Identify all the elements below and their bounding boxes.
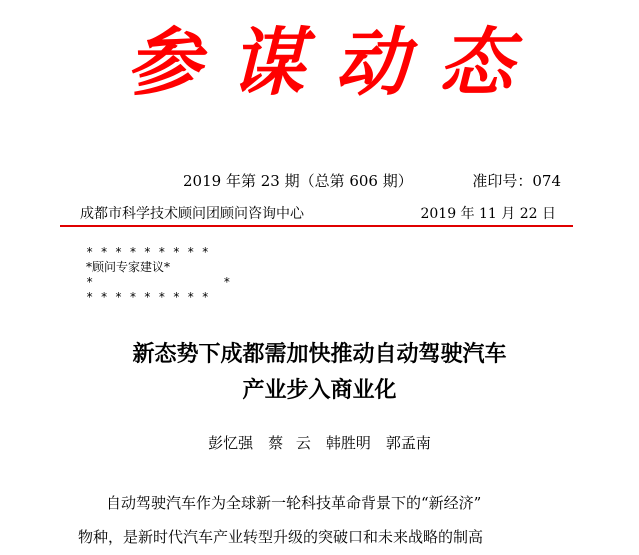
masthead-title: 参谋动态	[126, 19, 543, 106]
issue-line	[0, 170, 639, 192]
publish-date: 2019 年 11 月 22 日	[420, 206, 556, 222]
authors: 彭忆强 蔡 云 韩胜明 郭孟南	[208, 434, 431, 452]
headline-line-1: 新态势下成都需加快推动自动驾驶汽车	[132, 341, 507, 367]
category-label: *顾问专家建议*	[86, 260, 171, 274]
body-line-1: 自动驾驶汽车作为全球新一轮科技革命背景下的“新经济”	[106, 494, 482, 512]
stars-mid: * *	[86, 275, 231, 289]
stars-top: * * * * * * * * *	[86, 245, 209, 259]
organization-name: 成都市科学技术顾问团顾问咨询中心	[80, 206, 304, 222]
permit-number: 准印号：074	[472, 172, 561, 190]
headline-line-2: 产业步入商业化	[242, 377, 397, 403]
body-line-2: 物种，是新时代汽车产业转型升级的突破口和未来战略的制高	[78, 528, 484, 546]
category-box	[86, 245, 231, 305]
issue-number: 2019 年第 23 期（总第 606 期）	[183, 172, 413, 190]
red-divider	[60, 225, 573, 227]
body-paragraph	[78, 486, 576, 554]
article-headline	[0, 336, 639, 408]
masthead	[0, 0, 639, 125]
stars-bottom: * * * * * * * * *	[86, 290, 209, 304]
org-line	[0, 203, 639, 225]
